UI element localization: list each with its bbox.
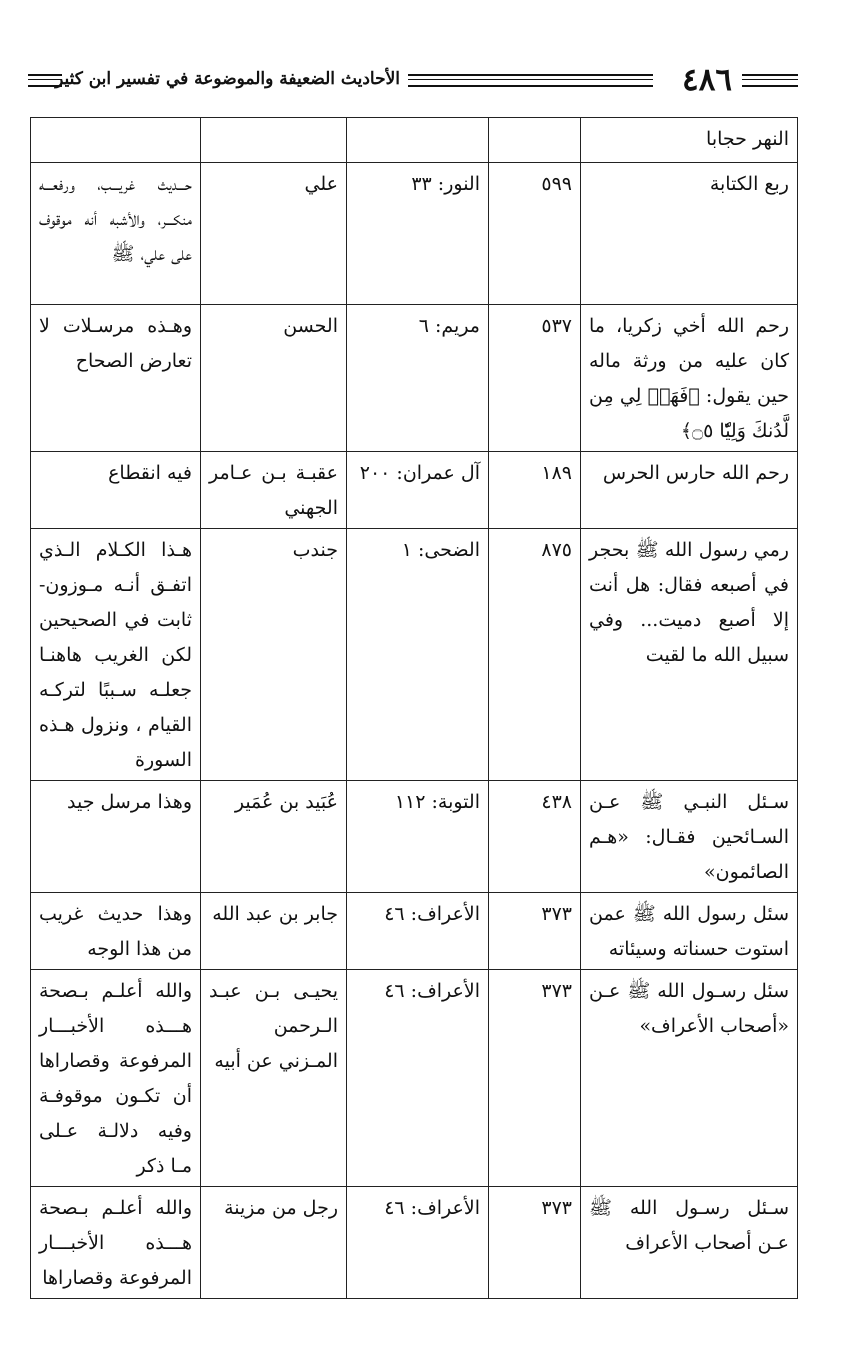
- narrator-cell: [201, 118, 347, 163]
- hadith-number-cell: ٣٧٣: [489, 893, 581, 970]
- narrator-cell: رجل من مزينة: [201, 1187, 347, 1299]
- ruling-cell: فيه انقطاع: [31, 452, 201, 529]
- narrator-cell: الحسن: [201, 305, 347, 452]
- ayah-cell: مريم: ٦: [347, 305, 489, 452]
- hadith-text-cell: رحم الله حارس الحرس: [581, 452, 798, 529]
- ruling-cell: وهذا حديث غريب من هذا الوجه: [31, 893, 201, 970]
- hadith-text-cell: رمي رسول الله ﷺ بحجر في أصبعه فقال: هل أنت إلا أصبع دميت... وفي سبيل الله ما لقيت: [581, 529, 798, 781]
- hadith-number-cell: ٥٩٩: [489, 163, 581, 305]
- hadith-number-cell: ٣٧٣: [489, 970, 581, 1187]
- ruling-cell: هـذا الكـلام الـذي اتفـق أنـه مـوزون- ثابت في الصحيحين لكن الغريب هاهنـا جعلـه سـببًا لتركـه القيام ، ونزول هـذه السورة: [31, 529, 201, 781]
- hadith-number-cell: ٥٣٧: [489, 305, 581, 452]
- hadith-number-cell: [489, 118, 581, 163]
- ruling-cell: وهذا مرسل جيد: [31, 781, 201, 893]
- hadith-text-cell: النهر حجابا: [581, 118, 798, 163]
- ruling-cell: حـــديث غريـــب، ورفعـــه منكـــر، والأشبه أنه موقوف على علي، ﷺ: [31, 163, 201, 305]
- page-header: [28, 60, 798, 100]
- table-row: [31, 118, 798, 163]
- narrator-cell: عقبـة بـن عـامر الجهني: [201, 452, 347, 529]
- hadith-text-cell: سئل رسـول الله ﷺ عـن «أصحاب الأعراف»: [581, 970, 798, 1187]
- ayah-cell: الأعراف: ٤٦: [347, 970, 489, 1187]
- ruling-cell: [31, 118, 201, 163]
- hadith-text-cell: سـئل رسـول الله ﷺ عـن أصحاب الأعراف: [581, 1187, 798, 1299]
- table-row: [31, 1187, 798, 1299]
- header-rule: [408, 74, 653, 87]
- ayah-cell: الأعراف: ٤٦: [347, 1187, 489, 1299]
- narrator-cell: جابر بن عبد الله: [201, 893, 347, 970]
- narrator-cell: جندب: [201, 529, 347, 781]
- hadith-text-cell: ربع الكتابة: [581, 163, 798, 305]
- ayah-cell: الضحى: ١: [347, 529, 489, 781]
- ayah-cell: الأعراف: ٤٦: [347, 893, 489, 970]
- table-row: [31, 781, 798, 893]
- running-title: الأحاديث الضعيفة والموضوعة في تفسير ابن كثير: [55, 69, 400, 89]
- narrator-cell: علي: [201, 163, 347, 305]
- ayah-cell: [347, 118, 489, 163]
- ruling-cell: والله أعلـم بـصحة هـــذه الأخبـــار المرفوعة وقصاراها: [31, 1187, 201, 1299]
- table-row: [31, 529, 798, 781]
- header-rule: [28, 74, 62, 87]
- table-row: [31, 970, 798, 1187]
- ayah-cell: آل عمران: ٢٠٠: [347, 452, 489, 529]
- hadith-number-cell: ٤٣٨: [489, 781, 581, 893]
- page-number: ٤٨٦: [682, 62, 732, 98]
- ruling-cell: والله أعلـم بـصحة هـــذه الأخبـــار المرفوعة وقصاراها أن تكـون موقوفـة وفيه دلالـة عـلى مـا ذكر: [31, 970, 201, 1187]
- hadith-table: [30, 117, 798, 1299]
- ruling-cell: وهـذه مرسـلات لا تعارض الصحاح: [31, 305, 201, 452]
- narrator-cell: عُبَيد بن عُمَير: [201, 781, 347, 893]
- ayah-cell: التوبة: ١١٢: [347, 781, 489, 893]
- table-row: [31, 452, 798, 529]
- hadith-number-cell: ٣٧٣: [489, 1187, 581, 1299]
- header-rule: [742, 74, 798, 87]
- table-row: [31, 893, 798, 970]
- ayah-cell: النور: ٣٣: [347, 163, 489, 305]
- table-row: [31, 163, 798, 305]
- hadith-number-cell: ٨٧٥: [489, 529, 581, 781]
- table-row: [31, 305, 798, 452]
- narrator-cell: يحيـى بـن عبـد الـرحمن المـزني عن أبيه: [201, 970, 347, 1187]
- hadith-text-cell: سئل رسول الله ﷺ عمن استوت حسناته وسيئاته: [581, 893, 798, 970]
- hadith-text-cell: رحم الله أخي زكريا، ما كان عليه من ورثة ماله حين يقول: ﴿فَهَبۡ لِي مِن لَّدُنكَ وَلِيّٗا ۝٥﴾: [581, 305, 798, 452]
- hadith-number-cell: ١٨٩: [489, 452, 581, 529]
- hadith-text-cell: سـئل النبـي ﷺ عـن السـائحين فقـال: «هـم الصائمون»: [581, 781, 798, 893]
